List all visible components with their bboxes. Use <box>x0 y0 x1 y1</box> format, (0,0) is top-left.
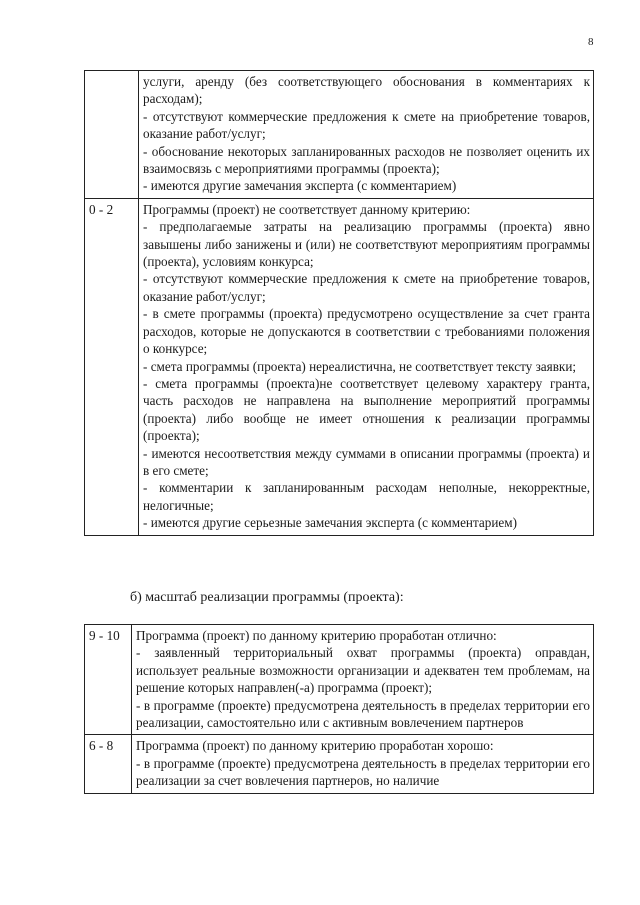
criterion-line: - комментарии к запланированным расходам неполные, некорректные, нелогичные; <box>143 480 590 513</box>
section-heading: б) масштаб реализации программы (проекта): <box>130 590 404 605</box>
table-row <box>85 625 594 735</box>
criterion-line: - имеются несоответствия между суммами в описании программы (проекта) и в его смете; <box>143 445 590 478</box>
score-cell: 6 - 8 <box>85 735 132 793</box>
description-cell <box>139 71 594 199</box>
criterion-line: - предполагаемые затраты на реализацию программы (проекта) явно завышены либо занижены и (или) не соответствуют мероприятиям программы (проекта), условиям конкурса; <box>143 219 590 270</box>
page-number: 8 <box>588 36 594 48</box>
table-row <box>85 198 594 535</box>
criterion-line: услуги, аренду (без соответствующего обоснования в комментариях к расходам); <box>143 74 590 107</box>
description-cell <box>139 198 594 535</box>
criterion-line: - имеются другие серьезные замечания эксперта (с комментарием) <box>143 515 518 531</box>
criterion-line: - обоснование некоторых запланированных расходов не позволяет оценить их взаимосвязь с мероприятиями программы (проекта); <box>143 143 590 177</box>
table-row <box>85 71 594 199</box>
criterion-line: Программа (проект) по данному критерию проработан отлично: <box>136 628 497 643</box>
description-cell <box>132 735 594 793</box>
table-row <box>85 735 594 793</box>
criterion-line: - отсутствуют коммерческие предложения к смете на приобретение товаров, оказание работ/услуг; <box>143 271 590 304</box>
criterion-line: - имеются другие замечания эксперта (с комментарием) <box>143 178 457 194</box>
criterion-line: Программы (проект) не соответствует данному критерию: <box>143 201 471 217</box>
criterion-line: - в смете программы (проекта) предусмотрено осуществление за счет гранта расходов, которые не допускаются в соответствии с требованиями положения о конкурсе; <box>143 306 590 357</box>
description-cell <box>132 625 594 735</box>
criterion-line: - заявленный территориальный охват программы (проекта) оправдан, использует реальные возможности организации и адекватен тем проблемам, на решение которых направлен(-а) программа (проект); <box>136 645 590 696</box>
criterion-line: - смета программы (проекта) нереалистична, не соответствует тексту заявки; <box>143 358 577 374</box>
score-cell <box>85 71 139 199</box>
score-cell: 9 - 10 <box>85 625 132 735</box>
criteria-table-budget <box>84 70 594 536</box>
score-cell: 0 - 2 <box>85 198 139 535</box>
criterion-line: - в программе (проекте) предусмотрена деятельность в пределах территории его реализации за счет вовлечения партнеров, но наличие <box>136 755 590 789</box>
criterion-line: - в программе (проекте) предусмотрена деятельность в пределах территории его реализации, самостоятельно или с активным вовлечением партнеров <box>136 697 590 731</box>
criterion-line: Программа (проект) по данному критерию проработан хорошо: <box>136 738 494 754</box>
criteria-table-scale <box>84 624 594 794</box>
criterion-line: - смета программы (проекта)не соответствует целевому характеру гранта, часть расходов не направлена на выполнение мероприятий программы (проекта) либо вообще не имеет отношения к реализации программы (проекта); <box>143 375 590 444</box>
criterion-line: - отсутствуют коммерческие предложения к смете на приобретение товаров, оказание работ/услуг; <box>143 108 590 142</box>
